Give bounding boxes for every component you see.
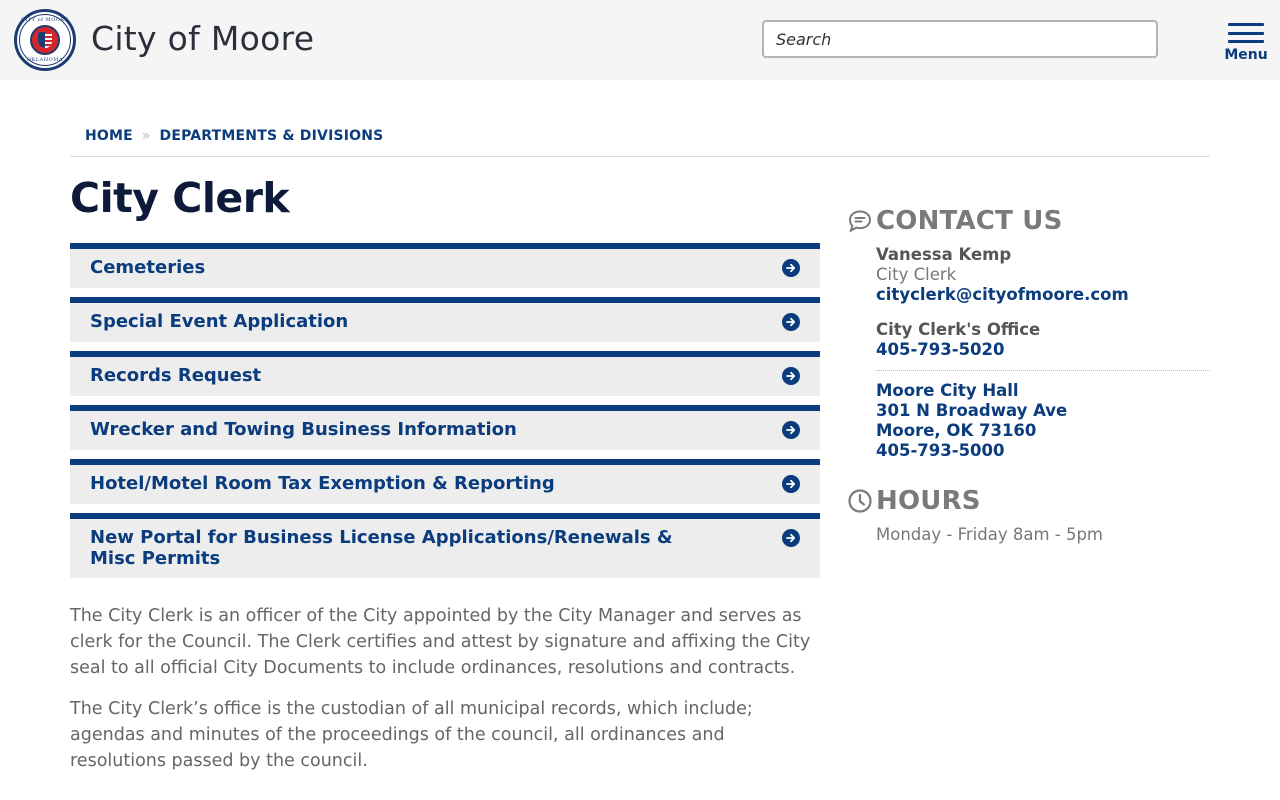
city-hall-citystatezip-link[interactable]: Moore, OK 73160 [876,421,1037,440]
contact-office [846,320,1210,360]
seal-center [30,25,60,55]
arrow-circle-right-icon [782,421,800,439]
city-seal-logo[interactable] [14,9,76,71]
hamburger-icon [1228,23,1264,43]
link-label: New Portal for Business License Applications/Renewals & Misc Permits [90,527,673,569]
hours-heading [846,485,1210,517]
search-input[interactable] [762,20,1158,58]
arrow-circle-right-icon [782,313,800,331]
contact-heading [846,205,1210,237]
contact-heading-text: CONTACT US [876,206,1063,236]
breadcrumb-separator: » [141,128,151,144]
link-label: Cemeteries [90,257,206,278]
link-business-license-portal[interactable] [70,513,820,578]
hours-text: Monday - Friday 8am - 5pm [876,525,1104,544]
link-label: Special Event Application [90,311,349,332]
contact-divider [876,370,1210,371]
seal-shield-icon [38,32,52,48]
contact-person [846,245,1210,305]
contact-name: Vanessa Kemp [876,245,1012,264]
city-hall-name-link[interactable]: Moore City Hall [876,381,1019,400]
menu-label: Menu [1224,47,1268,63]
description-paragraph: The City Clerk’s office is the custodian of all municipal records, which include; agendas and minutes of the proceedings of the council, all ordinances and resolutions passed by the council. [70,699,753,771]
arrow-circle-right-icon [782,367,800,385]
city-hall-street-link[interactable]: 301 N Broadway Ave [876,401,1068,420]
office-name: City Clerk's Office [876,320,1041,339]
site-header [0,0,1280,80]
office-phone-link[interactable]: 405-793-5020 [876,340,1005,359]
contact-role: City Clerk [876,265,957,284]
link-label: Wrecker and Towing Business Information [90,419,517,440]
description-paragraph: The City Clerk is an officer of the City appointed by the City Manager and serves as clerk for the Council. The Clerk certifies and attest by signature and affixing the City seal to all official City Documents to include ordinances, resolutions and contracts. [70,606,811,678]
breadcrumb-home[interactable]: HOME [85,128,133,144]
page-title: City Clerk [70,174,290,222]
contact-sidebar [846,205,1210,544]
breadcrumb-departments[interactable]: DEPARTMENTS & DIVISIONS [159,128,384,144]
arrow-circle-right-icon [782,529,800,547]
city-hall-address [846,381,1210,461]
seal-ring [19,14,71,66]
contact-email-link[interactable]: cityclerk@cityofmoore.com [876,285,1129,304]
link-label: Records Request [90,365,262,386]
menu-button[interactable] [1222,20,1270,64]
breadcrumb [70,128,1210,157]
arrow-circle-right-icon [782,259,800,277]
link-cemeteries[interactable] [70,243,820,288]
city-hall-phone-link[interactable]: 405-793-5000 [876,441,1005,460]
link-hotel-motel-tax[interactable] [70,459,820,504]
hours-heading-text: HOURS [876,486,981,516]
department-description [70,603,820,789]
chat-bubble-icon [846,207,874,235]
link-wrecker-towing[interactable] [70,405,820,450]
arrow-circle-right-icon [782,475,800,493]
clock-icon [846,487,874,515]
link-label: Hotel/Motel Room Tax Exemption & Reporting [90,473,555,494]
link-records-request[interactable] [70,351,820,396]
link-special-event-application[interactable] [70,297,820,342]
site-title[interactable]: City of Moore [91,19,315,58]
seal-ring-top-text: CITY of MOORE [21,17,69,23]
seal-ring-bottom-text: OKLAHOMA [27,57,63,63]
quick-links-list [70,243,820,587]
